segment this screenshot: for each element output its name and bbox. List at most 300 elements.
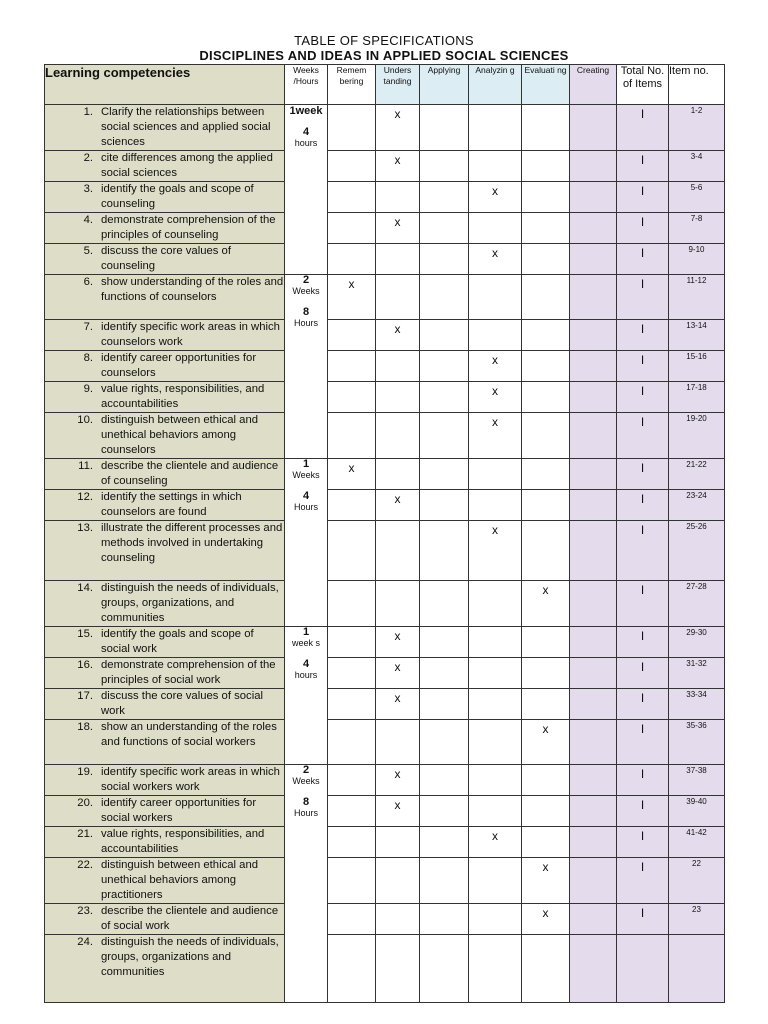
total-items-cell: I xyxy=(617,320,669,351)
table-row xyxy=(45,521,725,581)
mark-creating xyxy=(570,796,617,827)
competency-cell xyxy=(45,658,285,689)
competency-number: 20. xyxy=(77,797,93,809)
mark-evaluating xyxy=(522,382,570,413)
mark-understanding xyxy=(376,935,420,1003)
total-items-cell: I xyxy=(617,521,669,581)
weeks-hours-cell xyxy=(285,627,328,765)
competency-text: identify specific work areas in which counselors work xyxy=(101,321,280,348)
mark-evaluating xyxy=(522,351,570,382)
table-row xyxy=(45,935,725,1003)
mark-applying xyxy=(420,151,469,182)
mark-remembering xyxy=(328,904,376,935)
total-items-cell: I xyxy=(617,581,669,627)
mark-creating xyxy=(570,105,617,151)
table-row xyxy=(45,858,725,904)
mark-analyzing xyxy=(469,490,522,521)
hours-value: 8 xyxy=(302,306,310,318)
mark-analyzing xyxy=(469,935,522,1003)
table-row xyxy=(45,382,725,413)
mark-evaluating xyxy=(522,689,570,720)
competency-text: describe the clientele and audience of social work xyxy=(101,905,279,932)
competency-text: distinguish between ethical and unethical behaviors among practitioners xyxy=(101,859,259,901)
competency-number: 2. xyxy=(83,152,93,164)
mark-understanding: x xyxy=(376,105,420,151)
mark-understanding: x xyxy=(376,151,420,182)
total-items-cell: I xyxy=(617,105,669,151)
mark-creating xyxy=(570,490,617,521)
competency-text: Clarify the relationships between social sciences and applied social sciences xyxy=(101,106,271,148)
table-row xyxy=(45,105,725,151)
mark-applying xyxy=(420,827,469,858)
mark-evaluating xyxy=(522,827,570,858)
mark-evaluating xyxy=(522,213,570,244)
header-evaluating: Evaluati ng xyxy=(522,65,570,105)
mark-applying xyxy=(420,689,469,720)
mark-analyzing: x xyxy=(469,244,522,275)
total-items-cell: I xyxy=(617,904,669,935)
total-items-cell: I xyxy=(617,627,669,658)
header-competencies: Learning competencies xyxy=(45,65,285,105)
item-number-cell: 3-4 xyxy=(669,151,725,182)
mark-creating xyxy=(570,382,617,413)
item-number-cell xyxy=(669,935,725,1003)
competency-number: 15. xyxy=(77,628,93,640)
mark-applying xyxy=(420,935,469,1003)
competency-text: demonstrate comprehension of the principles of counseling xyxy=(101,214,276,241)
mark-analyzing xyxy=(469,105,522,151)
mark-applying xyxy=(420,904,469,935)
table-row xyxy=(45,627,725,658)
total-items-cell: I xyxy=(617,720,669,765)
mark-remembering xyxy=(328,182,376,213)
competency-cell xyxy=(45,151,285,182)
competency-cell xyxy=(45,275,285,320)
total-items-cell: I xyxy=(617,658,669,689)
item-number-cell: 21-22 xyxy=(669,459,725,490)
mark-understanding xyxy=(376,382,420,413)
mark-applying xyxy=(420,459,469,490)
competency-cell xyxy=(45,689,285,720)
item-number-cell: 19-20 xyxy=(669,413,725,459)
specification-table xyxy=(44,64,725,1003)
competency-text: identify the settings in which counselors are found xyxy=(101,491,242,518)
competency-number: 24. xyxy=(77,936,93,948)
document-title: TABLE OF SPECIFICATIONS xyxy=(294,33,474,48)
mark-understanding: x xyxy=(376,627,420,658)
competency-text: identify the goals and scope of counseling xyxy=(101,183,254,210)
total-items-cell: I xyxy=(617,351,669,382)
mark-creating xyxy=(570,858,617,904)
weeks-unit: week s xyxy=(291,638,320,648)
weeks-value: 2 xyxy=(302,274,310,286)
competency-cell xyxy=(45,413,285,459)
competency-number: 12. xyxy=(77,491,93,503)
mark-creating xyxy=(570,827,617,858)
header-creating: Creating xyxy=(570,65,617,105)
table-row xyxy=(45,213,725,244)
mark-remembering xyxy=(328,244,376,275)
hours-value: 4 xyxy=(302,658,310,670)
competency-text: identify career opportunities for counselors xyxy=(101,352,257,379)
competency-cell xyxy=(45,765,285,796)
mark-creating xyxy=(570,320,617,351)
mark-understanding xyxy=(376,244,420,275)
table-row xyxy=(45,581,725,627)
hours-unit: Hours xyxy=(293,502,318,512)
table-row xyxy=(45,244,725,275)
mark-analyzing xyxy=(469,904,522,935)
competency-number: 14. xyxy=(77,582,93,594)
mark-analyzing: x xyxy=(469,827,522,858)
total-items-cell: I xyxy=(617,689,669,720)
mark-applying xyxy=(420,796,469,827)
competency-number: 17. xyxy=(77,690,93,702)
item-number-cell: 25-26 xyxy=(669,521,725,581)
competency-cell xyxy=(45,627,285,658)
mark-understanding xyxy=(376,459,420,490)
mark-creating xyxy=(570,413,617,459)
item-number-cell: 35-36 xyxy=(669,720,725,765)
total-items-cell: I xyxy=(617,182,669,213)
mark-evaluating: x xyxy=(522,581,570,627)
item-number-cell: 5-6 xyxy=(669,182,725,213)
mark-creating xyxy=(570,151,617,182)
mark-remembering xyxy=(328,720,376,765)
total-items-cell xyxy=(617,935,669,1003)
hours-unit: Hours xyxy=(293,318,318,328)
table-body xyxy=(45,105,725,1003)
hours-unit: Hours xyxy=(293,808,318,818)
competency-text: distinguish the needs of individuals, groups, organizations and communities xyxy=(101,936,279,978)
mark-evaluating xyxy=(522,796,570,827)
mark-analyzing xyxy=(469,765,522,796)
mark-remembering xyxy=(328,521,376,581)
table-row xyxy=(45,151,725,182)
weeks-unit: Weeks xyxy=(292,776,320,786)
mark-evaluating xyxy=(522,182,570,213)
mark-evaluating xyxy=(522,275,570,320)
competency-number: 7. xyxy=(83,321,93,333)
competency-cell xyxy=(45,244,285,275)
competency-text: distinguish the needs of individuals, groups, organizations, and communities xyxy=(101,582,279,624)
item-number-cell: 31-32 xyxy=(669,658,725,689)
competency-number: 5. xyxy=(83,245,93,257)
mark-evaluating: x xyxy=(522,858,570,904)
competency-text: discuss the core values of social work xyxy=(101,690,264,717)
competency-number: 16. xyxy=(77,659,93,671)
competency-number: 23. xyxy=(77,905,93,917)
table-row xyxy=(45,658,725,689)
mark-analyzing: x xyxy=(469,413,522,459)
mark-applying xyxy=(420,658,469,689)
mark-applying xyxy=(420,413,469,459)
hours-value: 4 xyxy=(302,126,310,138)
competency-number: 6. xyxy=(83,276,93,288)
competency-text: show an understanding of the roles and functions of social workers xyxy=(101,721,277,748)
header-analyzing: Analyzin g xyxy=(469,65,522,105)
competency-text: describe the clientele and audience of counseling xyxy=(101,460,279,487)
total-items-cell: I xyxy=(617,382,669,413)
competency-text: value rights, responsibilities, and accountabilities xyxy=(101,828,265,855)
mark-analyzing xyxy=(469,627,522,658)
total-items-cell: I xyxy=(617,213,669,244)
mark-understanding: x xyxy=(376,689,420,720)
mark-evaluating xyxy=(522,105,570,151)
mark-remembering xyxy=(328,935,376,1003)
mark-remembering xyxy=(328,151,376,182)
mark-understanding xyxy=(376,275,420,320)
table-row xyxy=(45,490,725,521)
mark-analyzing xyxy=(469,275,522,320)
mark-understanding xyxy=(376,413,420,459)
mark-understanding: x xyxy=(376,765,420,796)
mark-remembering xyxy=(328,627,376,658)
mark-understanding: x xyxy=(376,320,420,351)
mark-evaluating xyxy=(522,413,570,459)
mark-evaluating: x xyxy=(522,720,570,765)
mark-creating xyxy=(570,213,617,244)
competency-text: illustrate the different processes and methods involved in undertaking counseling xyxy=(101,522,283,564)
mark-analyzing: x xyxy=(469,382,522,413)
mark-evaluating xyxy=(522,459,570,490)
weeks-value: 2 xyxy=(302,764,310,776)
mark-remembering xyxy=(328,105,376,151)
mark-applying xyxy=(420,182,469,213)
competency-text: demonstrate comprehension of the principles of social work xyxy=(101,659,276,686)
header-row xyxy=(45,65,725,105)
table-row xyxy=(45,720,725,765)
total-items-cell: I xyxy=(617,413,669,459)
mark-creating xyxy=(570,459,617,490)
total-items-cell: I xyxy=(617,244,669,275)
mark-creating xyxy=(570,627,617,658)
mark-evaluating xyxy=(522,320,570,351)
mark-evaluating xyxy=(522,935,570,1003)
competency-text: identify the goals and scope of social work xyxy=(101,628,254,655)
hours-unit: hours xyxy=(294,670,318,680)
mark-remembering xyxy=(328,490,376,521)
mark-remembering xyxy=(328,413,376,459)
competency-cell xyxy=(45,213,285,244)
competency-number: 19. xyxy=(77,766,93,778)
competency-text: distinguish between ethical and unethical behaviors among counselors xyxy=(101,414,259,456)
mark-applying xyxy=(420,521,469,581)
mark-understanding: x xyxy=(376,796,420,827)
mark-understanding xyxy=(376,182,420,213)
competency-cell xyxy=(45,490,285,521)
hours-unit: hours xyxy=(294,138,318,148)
competency-cell xyxy=(45,521,285,581)
mark-remembering: x xyxy=(328,275,376,320)
mark-remembering xyxy=(328,827,376,858)
mark-evaluating xyxy=(522,244,570,275)
mark-creating xyxy=(570,244,617,275)
competency-cell xyxy=(45,581,285,627)
item-number-cell: 7-8 xyxy=(669,213,725,244)
mark-applying xyxy=(420,275,469,320)
mark-applying xyxy=(420,720,469,765)
mark-analyzing xyxy=(469,858,522,904)
mark-applying xyxy=(420,320,469,351)
mark-creating xyxy=(570,935,617,1003)
item-number-cell: 9-10 xyxy=(669,244,725,275)
item-number-cell: 41-42 xyxy=(669,827,725,858)
header-remembering: Remem bering xyxy=(328,65,376,105)
competency-text: value rights, responsibilities, and accountabilities xyxy=(101,383,265,410)
mark-analyzing xyxy=(469,151,522,182)
mark-remembering xyxy=(328,765,376,796)
mark-remembering xyxy=(328,689,376,720)
mark-creating xyxy=(570,275,617,320)
mark-creating xyxy=(570,904,617,935)
item-number-cell: 22 xyxy=(669,858,725,904)
competency-cell xyxy=(45,182,285,213)
mark-evaluating xyxy=(522,658,570,689)
competency-number: 8. xyxy=(83,352,93,364)
hours-value: 4 xyxy=(302,490,310,502)
mark-remembering xyxy=(328,320,376,351)
table-row xyxy=(45,827,725,858)
mark-creating xyxy=(570,658,617,689)
item-number-cell: 23-24 xyxy=(669,490,725,521)
header-item-no: Item no. xyxy=(669,65,725,105)
mark-applying xyxy=(420,351,469,382)
mark-applying xyxy=(420,765,469,796)
mark-creating xyxy=(570,521,617,581)
mark-understanding: x xyxy=(376,658,420,689)
mark-applying xyxy=(420,581,469,627)
header-total-items: Total No. of Items xyxy=(617,65,669,105)
competency-cell xyxy=(45,796,285,827)
weeks-hours-cell xyxy=(285,459,328,627)
table-row xyxy=(45,275,725,320)
mark-evaluating: x xyxy=(522,904,570,935)
competency-number: 11. xyxy=(78,460,93,472)
table-row xyxy=(45,351,725,382)
table-row xyxy=(45,459,725,490)
mark-analyzing xyxy=(469,796,522,827)
competency-cell xyxy=(45,382,285,413)
mark-remembering xyxy=(328,581,376,627)
competency-text: identify career opportunities for social workers xyxy=(101,797,257,824)
competency-text: identify specific work areas in which social workers work xyxy=(101,766,280,793)
item-number-cell: 37-38 xyxy=(669,765,725,796)
mark-understanding xyxy=(376,904,420,935)
mark-remembering xyxy=(328,796,376,827)
weeks-hours-cell xyxy=(285,275,328,459)
mark-evaluating xyxy=(522,151,570,182)
weeks-hours-cell xyxy=(285,765,328,1003)
header-weeks: Weeks /Hours xyxy=(285,65,328,105)
mark-evaluating xyxy=(522,627,570,658)
competency-cell xyxy=(45,935,285,1003)
mark-evaluating xyxy=(522,765,570,796)
mark-applying xyxy=(420,213,469,244)
mark-analyzing xyxy=(469,459,522,490)
competency-cell xyxy=(45,720,285,765)
competency-number: 1. xyxy=(83,106,93,118)
mark-analyzing xyxy=(469,658,522,689)
competency-cell xyxy=(45,105,285,151)
mark-applying xyxy=(420,244,469,275)
competency-number: 3. xyxy=(83,183,93,195)
total-items-cell: I xyxy=(617,490,669,521)
total-items-cell: I xyxy=(617,275,669,320)
weeks-value: 1 xyxy=(302,626,310,638)
mark-applying xyxy=(420,490,469,521)
mark-understanding: x xyxy=(376,213,420,244)
competency-number: 13. xyxy=(77,522,93,534)
mark-understanding xyxy=(376,351,420,382)
total-items-cell: I xyxy=(617,459,669,490)
mark-remembering xyxy=(328,658,376,689)
item-number-cell: 17-18 xyxy=(669,382,725,413)
weeks-value: 1week xyxy=(289,105,323,117)
total-items-cell: I xyxy=(617,151,669,182)
mark-analyzing xyxy=(469,689,522,720)
competency-number: 21. xyxy=(77,828,93,840)
item-number-cell: 33-34 xyxy=(669,689,725,720)
mark-creating xyxy=(570,765,617,796)
mark-remembering xyxy=(328,351,376,382)
competency-cell xyxy=(45,858,285,904)
mark-understanding xyxy=(376,827,420,858)
table-row xyxy=(45,320,725,351)
mark-applying xyxy=(420,627,469,658)
competency-number: 4. xyxy=(83,214,93,226)
table-row xyxy=(45,796,725,827)
mark-understanding xyxy=(376,521,420,581)
mark-analyzing: x xyxy=(469,351,522,382)
item-number-cell: 29-30 xyxy=(669,627,725,658)
mark-understanding xyxy=(376,858,420,904)
mark-applying xyxy=(420,105,469,151)
mark-analyzing xyxy=(469,213,522,244)
mark-understanding: x xyxy=(376,490,420,521)
item-number-cell: 27-28 xyxy=(669,581,725,627)
weeks-unit: Weeks xyxy=(292,470,320,480)
item-number-cell: 15-16 xyxy=(669,351,725,382)
competency-cell xyxy=(45,459,285,490)
competency-text: cite differences among the applied social sciences xyxy=(101,152,273,179)
mark-creating xyxy=(570,351,617,382)
mark-applying xyxy=(420,382,469,413)
competency-number: 9. xyxy=(83,383,93,395)
competency-text: discuss the core values of counseling xyxy=(101,245,231,272)
mark-creating xyxy=(570,182,617,213)
weeks-value: 1 xyxy=(302,458,310,470)
competency-number: 18. xyxy=(77,721,93,733)
total-items-cell: I xyxy=(617,765,669,796)
competency-cell xyxy=(45,320,285,351)
document-subtitle: DISCIPLINES AND IDEAS IN APPLIED SOCIAL SCIENCES xyxy=(199,48,569,63)
weeks-hours-cell xyxy=(285,105,328,275)
competency-cell xyxy=(45,904,285,935)
competency-cell xyxy=(45,827,285,858)
mark-analyzing xyxy=(469,581,522,627)
competency-cell xyxy=(45,351,285,382)
total-items-cell: I xyxy=(617,827,669,858)
mark-understanding xyxy=(376,581,420,627)
mark-analyzing xyxy=(469,720,522,765)
mark-evaluating xyxy=(522,490,570,521)
competency-number: 10. xyxy=(77,414,93,426)
total-items-cell: I xyxy=(617,796,669,827)
item-number-cell: 13-14 xyxy=(669,320,725,351)
mark-creating xyxy=(570,720,617,765)
mark-creating xyxy=(570,581,617,627)
